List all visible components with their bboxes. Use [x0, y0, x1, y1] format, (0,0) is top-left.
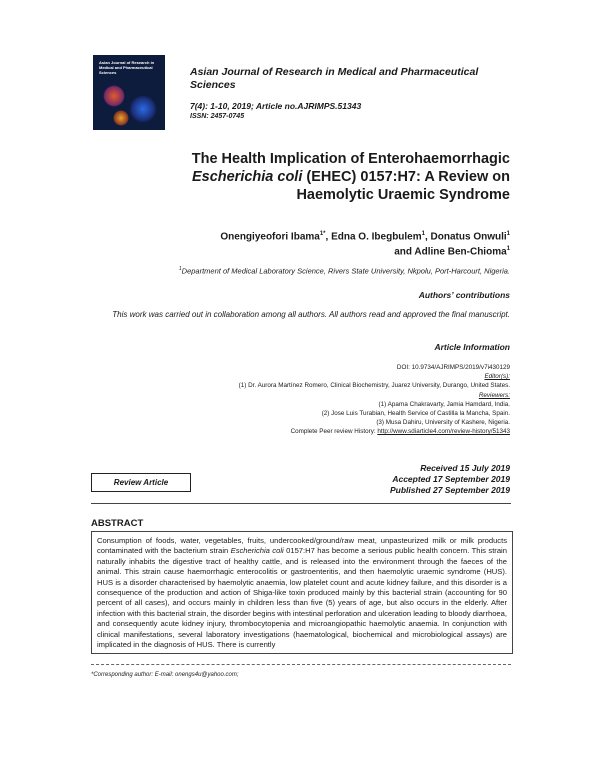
journal-issue: 7(4): 1-10, 2019; Article no.AJRIMPS.51343: [190, 101, 362, 111]
title-line-2: [110, 168, 510, 186]
affiliation: [90, 266, 510, 276]
reviewer-entry: (2) Jose Luis Turabian, Health Service of Castilla la Mancha, Spain.: [321, 410, 510, 418]
editor-entry: (1) Dr. Aurora Martínez Romero, Clinical Biochemistry, Juarez University, Durango, United States.: [238, 382, 510, 390]
cover-virus-graphic: [129, 95, 157, 123]
contributions-text: This work was carried out in collaboration among all authors. All authors read and approved the final manuscript.: [112, 310, 510, 319]
cover-virus-graphic: [113, 110, 129, 126]
affiliation-text: Department of Medical Laboratory Science, Rivers State University, Nkpolu, Port-Harcourt, Nigeria.: [181, 266, 510, 276]
published-date: Published 27 September 2019: [390, 485, 510, 495]
journal-name: Asian Journal of Research in Medical and Pharmaceutical Sciences: [190, 66, 479, 91]
journal-cover-image: [93, 55, 165, 130]
author-name: Onengiyeofori Ibama: [220, 231, 320, 243]
article-info-heading: Article Information: [434, 342, 510, 352]
title-line-2-rest: (EHEC) 0157:H7: A Review on: [302, 169, 510, 185]
reviewer-entry: (3) Musa Dahiru, University of Kashere, Nigeria.: [376, 419, 510, 427]
editors-label: Editor(s):: [484, 373, 510, 381]
abstract-text-2: 0157:H7 has become a serious public health concern. This strain naturally inhabits the digestive tract of healthy cattle, and is released into the environment through the faeces of the animal. This strain cause haemorrhagic enterocolitis or gastroenteritis, and then haemolytic uraemic syndrome (HUS). HUS is a disorder characterised by haemolytic anaemia, low platelet count and acute kidney failure, and this disorder is a consequence of the production and action of Shiga-like toxin produced mainly by this bacterial strain (accounting for 90 percent of all cases), and occurs mainly in children less than five (5) years of age, but also occurs in the elderly. After infection with this bacterial strain, the disorder begins with intestinal perforation and ulceration leading to bloody diarrhoea, and consequently acute kidney injury, thrombocytopenia and microangiopathic haemolytic anaemia. In conjunction with clinical manifestations, several laboratory investigations (haematological, biochemical and microbiological assays) are implicated in the diagnosis of HUS. There is currently: [97, 546, 507, 650]
section-divider: [91, 503, 511, 504]
review-history-label: Complete Peer review History:: [290, 428, 378, 436]
cover-title: Asian Journal of Research in Medical and Pharmaceutical Sciences: [99, 60, 155, 75]
article-title: [110, 150, 510, 204]
received-date: Received 15 July 2019: [420, 463, 510, 473]
cover-virus-graphic: [103, 85, 125, 107]
accepted-date: Accepted 17 September 2019: [392, 474, 510, 484]
abstract-body: [91, 531, 513, 654]
abstract-heading: ABSTRACT: [91, 518, 144, 529]
reviewers-label: Reviewers:: [478, 391, 510, 399]
author-affil-mark: 1*: [319, 231, 326, 237]
reviewer-entry: (1) Aparna Chakravarty, Jamia Hamdard, India.: [378, 400, 510, 408]
author-name: , Donatus Onwuli: [424, 231, 507, 243]
corresponding-author: *Corresponding author: E-mail: onengs4u@yahoo.com;: [91, 672, 239, 678]
title-line-3: Haemolytic Uraemic Syndrome: [296, 187, 510, 203]
publication-dates: [300, 463, 510, 496]
title-species: Escherichia coli: [191, 169, 303, 185]
author-affil-mark: 1: [506, 246, 510, 253]
footnote-divider: [91, 664, 511, 665]
article-info: [150, 363, 510, 437]
author-list: [150, 228, 510, 259]
author-name: and Adline Ben-Chioma: [394, 246, 507, 258]
abstract-species: Escherichia coli: [230, 546, 284, 556]
author-name: , Edna O. Ibegbulem: [325, 231, 422, 243]
article-type-badge: Review Article: [91, 473, 191, 492]
contributions-heading: Authors’ contributions: [418, 290, 510, 300]
review-history: [150, 427, 510, 436]
title-line-1: The Health Implication of Enterohaemorrhagic: [191, 151, 510, 167]
abstract-text-1: Consumption of foods, water, vegetables, fruits, undercooked/ground/raw meat, unpasteurized milk or milk products contaminated with the bacterium strain: [97, 536, 507, 556]
doi: DOI: 10.9734/AJRIMPS/2019/v7i430129: [396, 364, 510, 371]
affiliation-mark: 1: [178, 266, 182, 272]
author-affil-mark: 1: [506, 231, 510, 237]
review-history-link[interactable]: http://www.sdiarticle4.com/review-history/51343: [377, 428, 510, 436]
author-affil-mark: 1: [421, 231, 425, 237]
journal-issn: ISSN: 2457-0745: [190, 113, 245, 120]
